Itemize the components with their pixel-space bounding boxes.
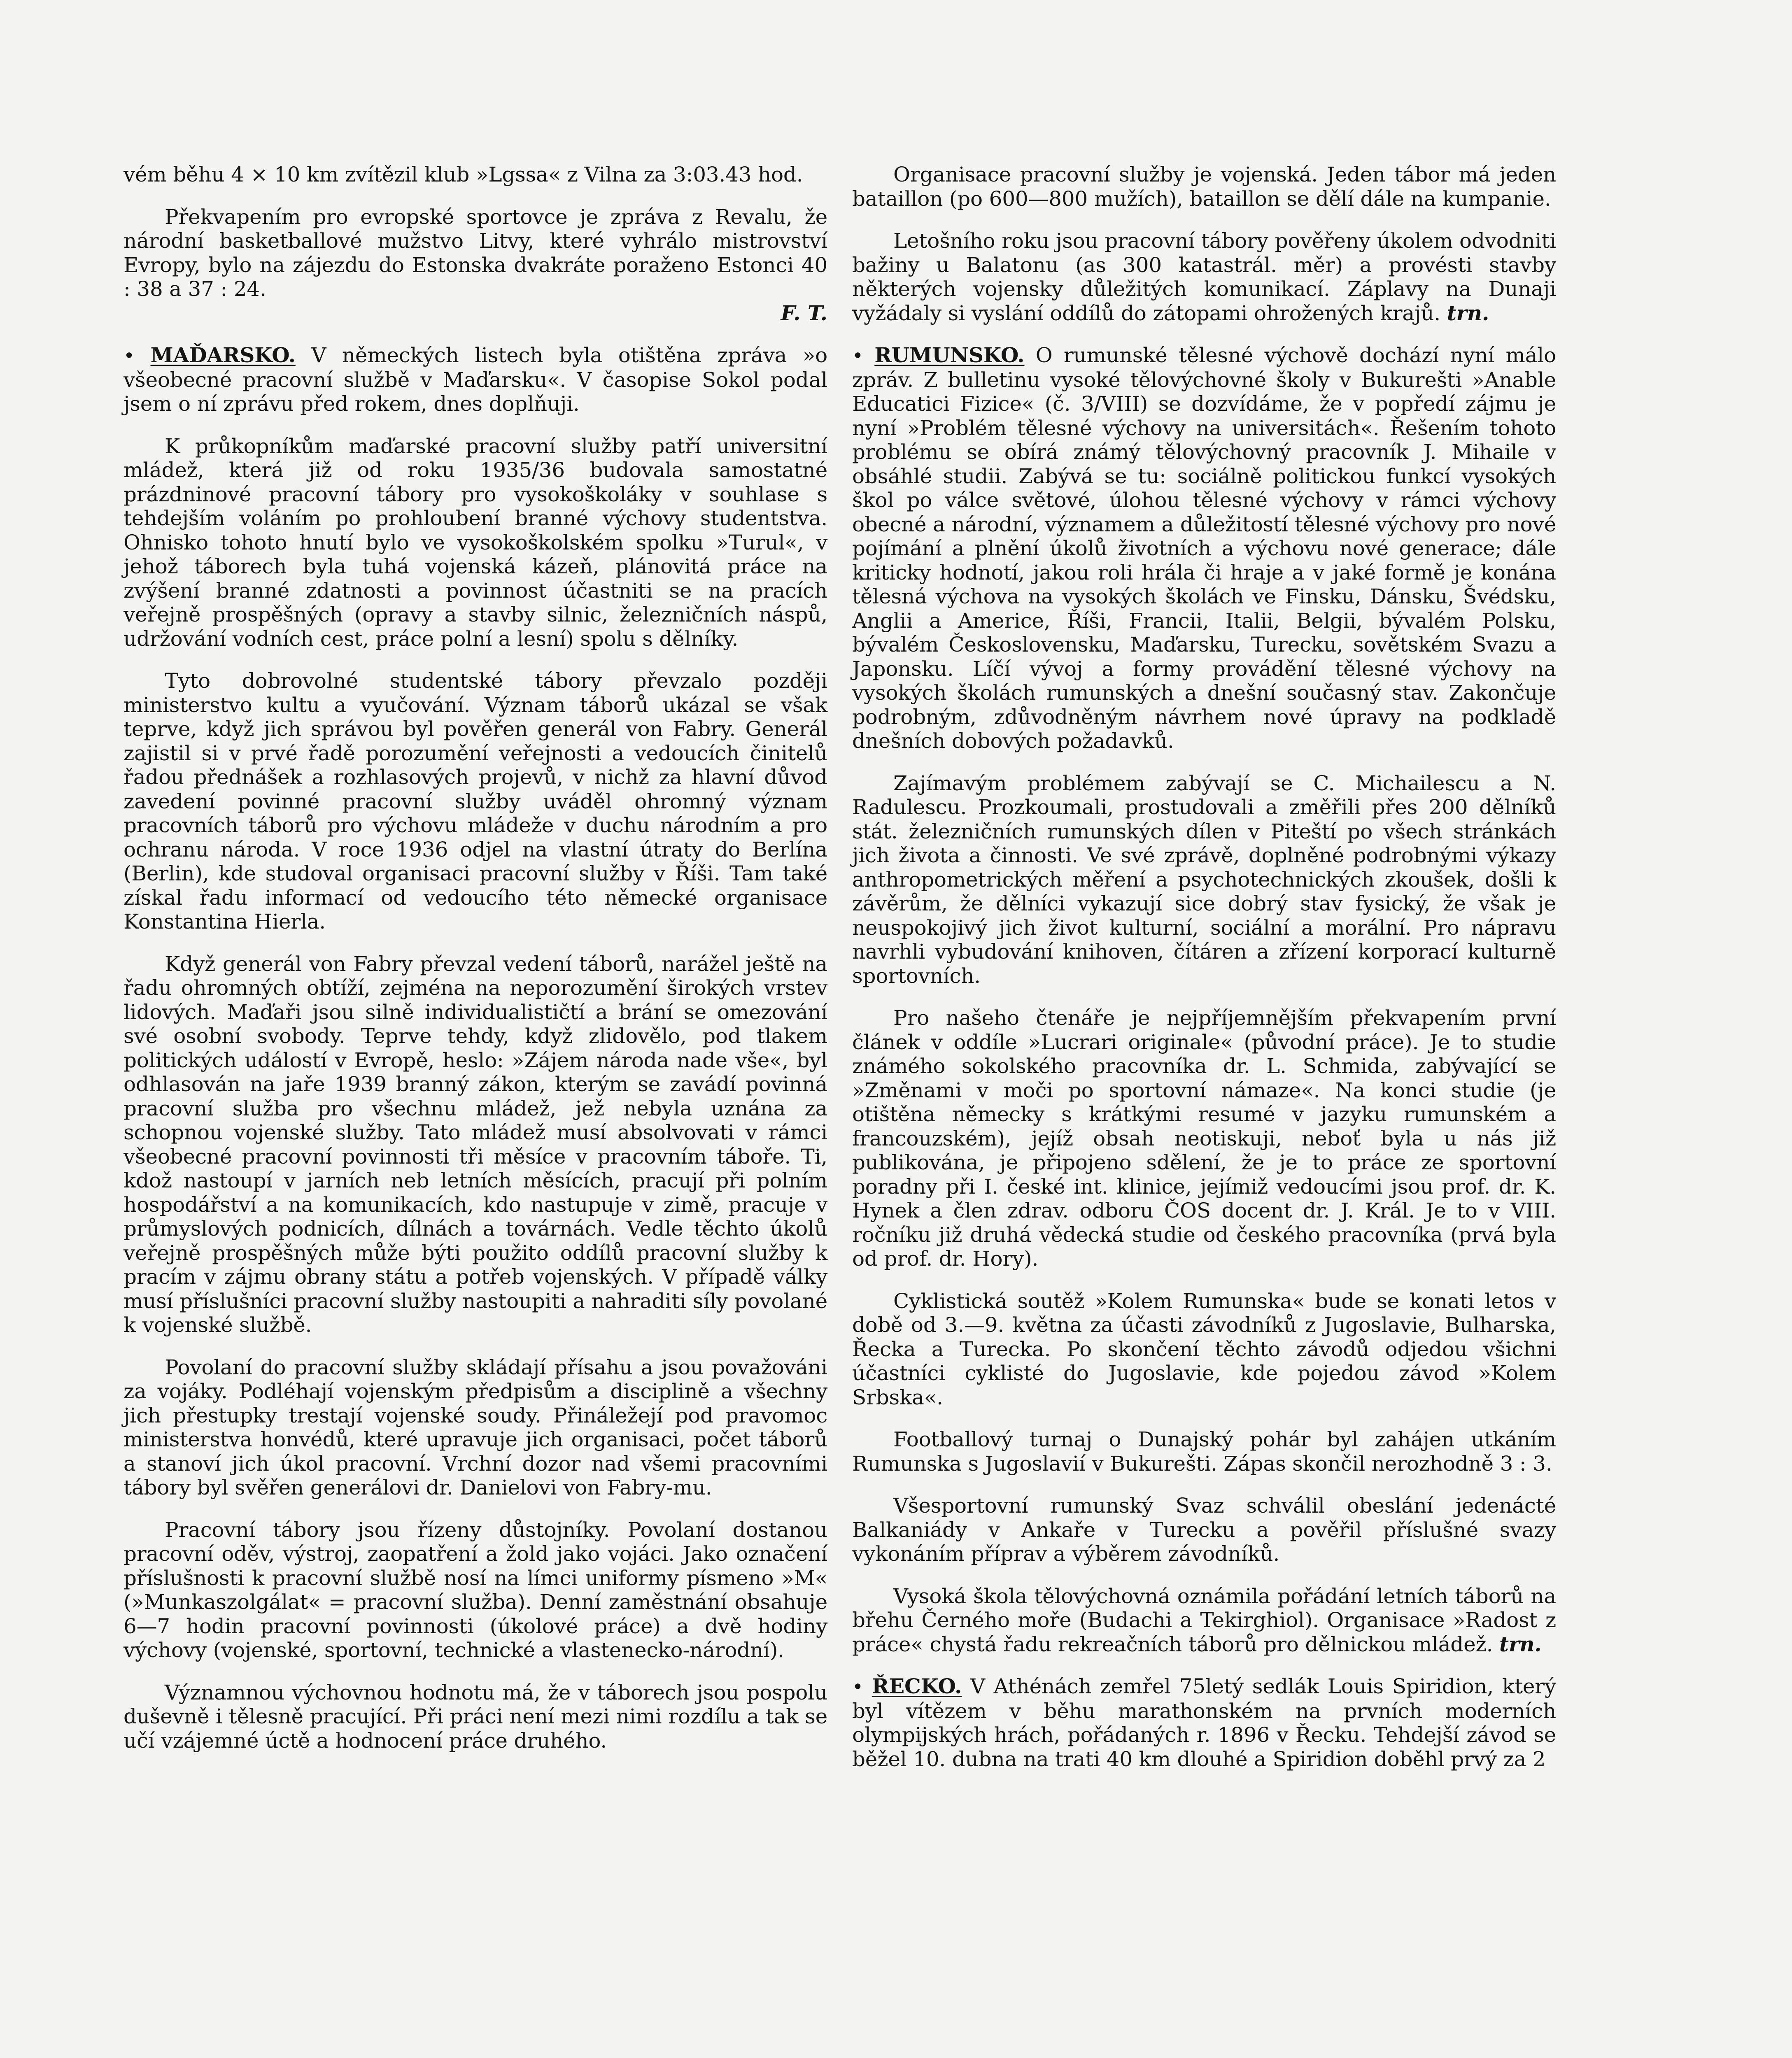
paragraph: K průkopníkům maďarské pracovní služby patří universitní mládež, která již od roku 1935/36 budovala samostatné prázdninové pracovní tábory pro vysokoškoláky v souhlase s tehdejším voláním po prohloubení branné výchovy studentstva. Ohnisko tohoto hnutí bylo ve vysokoškolském spolku »Turul«, v jehož táborech byla tuhá vojenská kázeň, plánovitá práce na zvýšení branné zdatnosti a povinnost účastniti se na pracích veřejně prospěšných (opravy a stavby silnic, železničních náspů, udržování vodních cest, práce polní a lesní) spolu s dělníky. (124, 434, 827, 651)
section-heading: MAĎARSKO. (150, 343, 296, 367)
paragraph: Tyto dobrovolné studentské tábory převzalo později ministerstvo kultu a vyučování. Význam táborů ukázal se však teprve, když jich správou byl pověřen generál von Fabry. Generál zajistil si v prvé řadě porozumění veřejnosti a vedoucích činitelů řadou přednášek a rozhlasových projevů, v nichž za hlavní důvod zavedení povinné pracovní služby uváděl ohromný význam pracovních táborů pro výchovu mládeže v duchu národním a pro ochranu národa. V roce 1936 odjel na vlastní útraty do Berlína (Berlin), kde studoval organisaci pracovní služby v Říši. Tam také získal řadu informací od vedoucího této německé organisace Konstantina Hierla. (124, 669, 827, 934)
section-rumunsko (852, 343, 1556, 753)
paragraph-text: Letošního roku jsou pracovní tábory pověřeny úkolem odvodniti bažiny u Balatonu (as 300 katastrál. měr) a provésti stavby některých vojensky důležitých komunikací. Záplavy na Dunaji vyžádaly si vyslání oddílů do zátopami ohrožených krajů. (852, 229, 1556, 325)
section-text: O rumunské tělesné výchově dochází nyní málo zpráv. Z bulletinu vysoké tělovýchovné školy v Bukurešti »Anable Educatici Fizice« (č. 3/VIII) se dozvídáme, že v popředí zájmu je nyní »Problém tělesné výchovy na universitách«. Řešením tohoto problému se obírá známý tělovýchovný pracovník J. Mihaile v obsáhlé studii. Zabývá se tu: sociálně politickou funkcí vysokých škol po válce světové, úlohou tělesné výchovy v rámci výchovy obecné a národní, významem a důležitostí tělesné výchovy pro nové pojímání a plnění úkolů životních a výchovu nové generace; dále kriticky hodnotí, jakou roli hrála či hraje a v jaké formě je konána tělesná výchova na vysokých školách ve Finsku, Dánsku, Švédsku, Anglii a Americe, Říši, Francii, Italii, Belgii, bývalém Polsku, bývalém Československu, Maďarsku, Turecku, sovětském Svazu a Japonsku. Líčí vývoj a formy provádění tělesné výchovy na vysokých školách rumunských a dnešní současný stav. Zakončuje podrobným, zdůvodněným návrhem nové úpravy na podkladě dnešních dobových požadavků. (852, 343, 1557, 753)
paragraph-text: Vysoká škola tělovýchovná oznámila pořádání letních táborů na břehu Černého moře (Budachi a Tekirghiol). Organisace »Radost z práce« chystá řadu rekreačních táborů pro dělnickou mládež. (852, 1584, 1556, 1656)
section-madarsko (124, 343, 827, 416)
section-heading: RUMUNSKO. (874, 343, 1025, 367)
paragraph: Pracovní tábory jsou řízeny důstojníky. Povolaní dostanou pracovní oděv, výstroj, zaopatření a žold jako vojáci. Jako označení příslušnosti k pracovní službě nosí na límci uniformy písmeno »M« (»Munkaszolgálat« = pracovní služba). Denní zaměstnání obsahuje 6—7 hodin pracovní povinnosti (úkolové práce) a dvě hodiny výchovy (vojenské, sportovní, technické a vlastenecko-národní). (124, 1518, 827, 1662)
paragraph: Významnou výchovnou hodnotu má, že v táborech jsou pospolu duševně i tělesně pracující. Při práci není mezi nimi rozdílu a tak se učí vzájemné úctě a hodnocení práce druhého. (124, 1680, 827, 1753)
paragraph: Když generál von Fabry převzal vedení táborů, narážel ještě na řadu ohromných obtíží, zejména na neporozumění širokých vrstev lidových. Maďaři jsou silně individualističtí a brání se omezování své osobní svobody. Teprve tehdy, když zlidovělo, pod tlakem politických událostí v Evropě, heslo: »Zájem národa nade vše«, byl odhlasován na jaře 1939 branný zákon, kterým se zavádí povinná pracovní služba pro všechnu mládež, jež nebyla uznána za schopnou vojenské služby. Tato mládež musí absolvovati v rámci všeobecné pracovní povinnosti tři měsíce v pracovním táboře. Ti, kdož nastoupí v jarních neb letních měsících, pracují při polním hospodářství a na komunikacích, kdo nastupuje v zimě, pracuje v průmyslových podnicích, dílnách a továrnách. Vedle těchto úkolů veřejně prospěšných může býti použito oddílů pracovní služby k pracím v zájmu obrany státu a potřeb vojenských. V případě války musí příslušníci pracovní služby nastoupiti a nahraditi síly povolané k vojenské službě. (124, 952, 827, 1337)
author-signature: F. T. (781, 300, 827, 325)
paragraph: Zajímavým problémem zabývají se C. Michailescu a N. Radulescu. Prozkoumali, prostudovali a změřili přes 200 dělníků stát. železničních rumunských dílen v Piteští po všech stránkách jich života a činnosti. Ve své zprávě, doplněné podrobnými výkazy anthropometrických měření a psychotechnických zkoušek, došli k závěrům, že dělníci vykazují sice dobrý stav fysický, že však je neuspokojivý jich život kulturní, sociální a morální. Pro nápravu navrhli vybudování knihoven, čítáren a zřízení korporací kulturně sportovních. (852, 771, 1556, 988)
author-signature: trn. (1499, 1632, 1542, 1656)
paragraph: Pro našeho čtenáře je nejpříjemnějším překvapením první článek v oddíle »Lucrari originale« (původní práce). Je to studie známého sokolského pracovníka dr. L. Schmida, zabývající se »Změnami v moči po sportovní námaze«. Na konci studie (je otištěna německy s krátkými resumé v jazyku rumunském a francouzském), jejíž obsah neotiskuji, neboť byla u nás již publikována, je připojeno sdělení, že je to práce ze sportovní poradny při I. české int. klinice, jejímiž vedoucími jsou prof. dr. K. Hynek a člen zdrav. odboru ČOS docent dr. J. Král. Je to v VIII. ročníku již druhá vědecká studie od českého pracovníka (prvá byla od prof. dr. Hory). (852, 1006, 1556, 1271)
bullet-icon: • (852, 1676, 863, 1698)
paragraph: Povolaní do pracovní služby skládají přísahu a jsou považováni za vojáky. Podléhají vojenským předpisům a disciplině a všechny jich přestupky trestají vojenské soudy. Přináležejí pod pravomoc ministerstva honvédů, které upravuje jich organisaci, počet táborů a stanoví jich úkol pracovní. Vrchní dozor nad všemi pracovními tábory byl svěřen generálovi dr. Danielovi von Fabry-mu. (124, 1355, 827, 1499)
paragraph: Footballový turnaj o Dunajský pohár byl zahájen utkáním Rumunska s Jugoslavií v Bukurešti. Zápas skončil nerozhodně 3 : 3. (852, 1427, 1556, 1476)
bullet-icon: • (852, 345, 863, 367)
paragraph: Překvapením pro evropské sportovce je zpráva z Revalu, že národní basketballové mužstvo Litvy, které vyhrálo mistrovství Evropy, bylo na zájezdu do Estonska dvakráte poraženo Estonci 40 : 38 a 37 : 24. (124, 205, 827, 301)
paragraph (852, 1584, 1556, 1657)
paragraph: vém běhu 4 × 10 km zvítězil klub »Lgssa« z Vilna za 3:03.43 hod. (124, 163, 803, 186)
section-text: V Athénách zemřel 75letý sedlák Louis Spiridion, který byl vítězem v běhu marathonském na prvních moderních olympijských hrách, pořádaných r. 1896 v Řecku. Tehdejší závod se běžel 10. dubna na trati 40 km dlouhé a Spiridion doběhl prvý za 2 (852, 1674, 1556, 1771)
paragraph (852, 229, 1556, 325)
bullet-icon: • (124, 345, 135, 367)
paragraph: Všesportovní rumunský Svaz schválil obeslání jedenácté Balkaniády v Ankaře v Turecku a pověřil příslušné svazy vykonáním příprav a výběrem závodníků. (852, 1494, 1556, 1566)
section-text: V německých listech byla otištěna zpráva »o všeobecné pracovní službě v Maďarsku«. V časopise Sokol podal jsem o ní zprávu před rokem, dnes doplňuji. (124, 343, 827, 416)
paragraph: Cyklistická soutěž »Kolem Rumunska« bude se konati letos v době od 3.—9. května za účasti závodníků z Jugoslavie, Bulharska, Řecka a Turecka. Po skončení těchto závodů odjedou všichni účastníci cyklisté do Jugoslavie, kde pojedou závod »Kolem Srbska«. (852, 1289, 1556, 1409)
left-column (124, 163, 827, 1771)
paragraph: Organisace pracovní služby je vojenská. Jeden tábor má jeden bataillon (po 600—800 mužích), bataillon se dělí dále na kumpanie. (852, 163, 1556, 211)
right-column (852, 163, 1556, 1789)
author-signature: trn. (1447, 300, 1489, 325)
section-heading: ŘECKO. (872, 1674, 962, 1698)
section-recko (852, 1674, 1556, 1771)
